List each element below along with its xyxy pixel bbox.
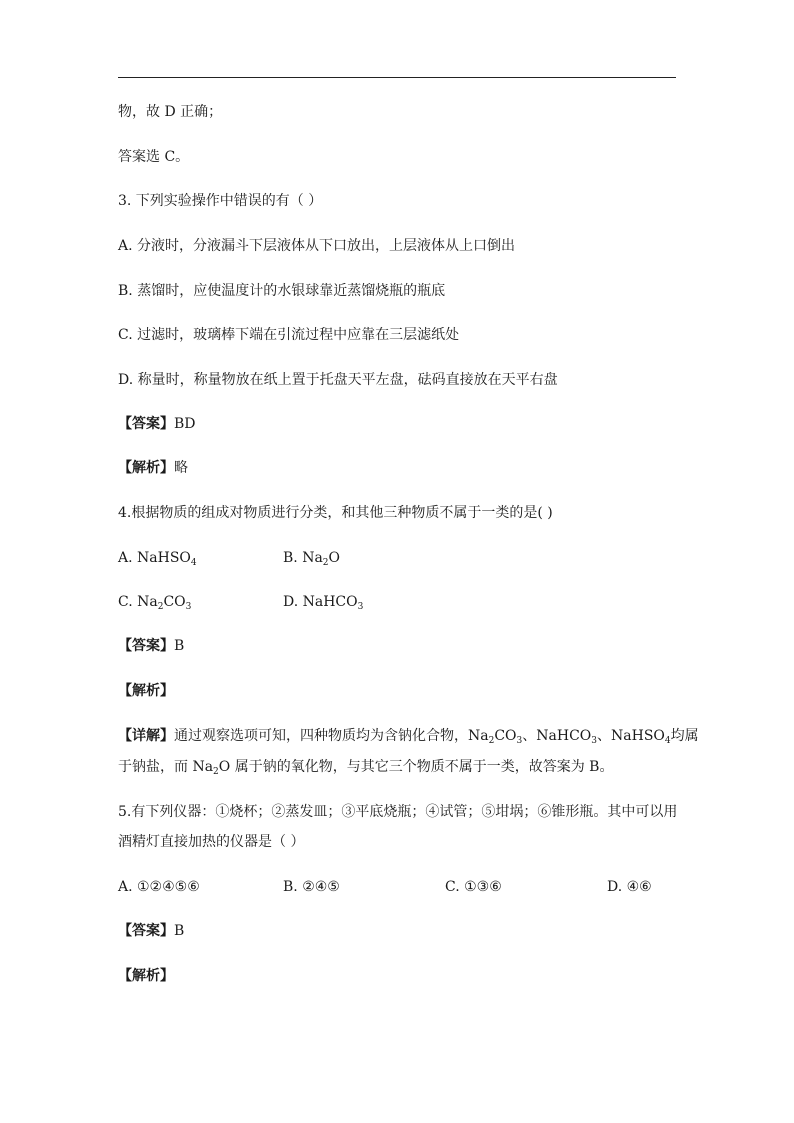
text-line: 答案选 C。 [118, 149, 190, 165]
q4-answer [118, 636, 184, 656]
q3-option-c: C. 过滤时，玻璃棒下端在引流过程中应靠在三层滤纸处 [118, 327, 460, 343]
q5-option-d: D. ④⑥ [607, 879, 652, 895]
answer-label: 【答案】 [118, 923, 174, 939]
q3-option-b: B. 蒸馏时，应使温度计的水银球靠近蒸馏烧瓶的瓶底 [118, 283, 446, 299]
answer-value: B [174, 638, 185, 654]
q4-analysis-label: 【解析】 [118, 683, 174, 699]
q4-detail-line-2: 于钠盐，而 $Na_2O$ 属于钠的氧化物，与其它三个物质不属于一类，故答案为 B。 [118, 759, 614, 777]
answer-value: BD [174, 416, 196, 432]
question-4-stem: 4.根据物质的组成对物质进行分类，和其他三种物质不属于一类的是( ) [118, 505, 553, 521]
q4-option-d: D. NaHCO$_3$ [283, 594, 364, 612]
question-5-stem-line-1: 5.有下列仪器：①烧杯；②蒸发皿；③平底烧瓶；④试管；⑤坩埚；⑥锥形瓶。其中可以用 [118, 804, 678, 820]
q5-analysis-label: 【解析】 [118, 968, 174, 984]
text-line: 物，故 D 正确； [118, 104, 223, 120]
q5-option-b: B. ②④⑤ [283, 879, 340, 895]
answer-label: 【答案】 [118, 638, 174, 654]
q5-answer [118, 921, 184, 941]
detail-label: 【详解】 [118, 728, 174, 744]
answer-value: B [174, 923, 185, 939]
q3-answer [118, 414, 196, 434]
question-3-stem: 3. 下列实验操作中错误的有（ ） [118, 193, 323, 209]
q3-option-d: D. 称量时，称量物放在纸上置于托盘天平左盘，砝码直接放在天平右盘 [118, 372, 558, 388]
q4-detail-line-1: 【详解】通过观察选项可知，四种物质均为含钠化合物，$Na_2CO_3$、NaHCO$_3$、NaHSO$_4$均属 [118, 728, 699, 746]
q4-option-b: B. $Na_2O$ [283, 550, 341, 568]
analysis-label: 【解析】 [118, 460, 174, 476]
analysis-text: 略 [174, 460, 188, 476]
q4-option-c: C. $Na_2CO_3$ [118, 594, 192, 612]
q3-option-a: A. 分液时，分液漏斗下层液体从下口放出，上层液体从上口倒出 [118, 238, 516, 254]
q4-option-a: A. NaHSO$_4$ [118, 550, 197, 568]
header-rule [118, 77, 676, 78]
q5-option-a: A. ①②④⑤⑥ [118, 879, 200, 895]
question-5-stem-line-2: 酒精灯直接加热的仪器是（ ） [118, 834, 305, 850]
q3-analysis [118, 458, 188, 478]
q5-option-c: C. ①③⑥ [445, 879, 502, 895]
answer-label: 【答案】 [118, 416, 174, 432]
